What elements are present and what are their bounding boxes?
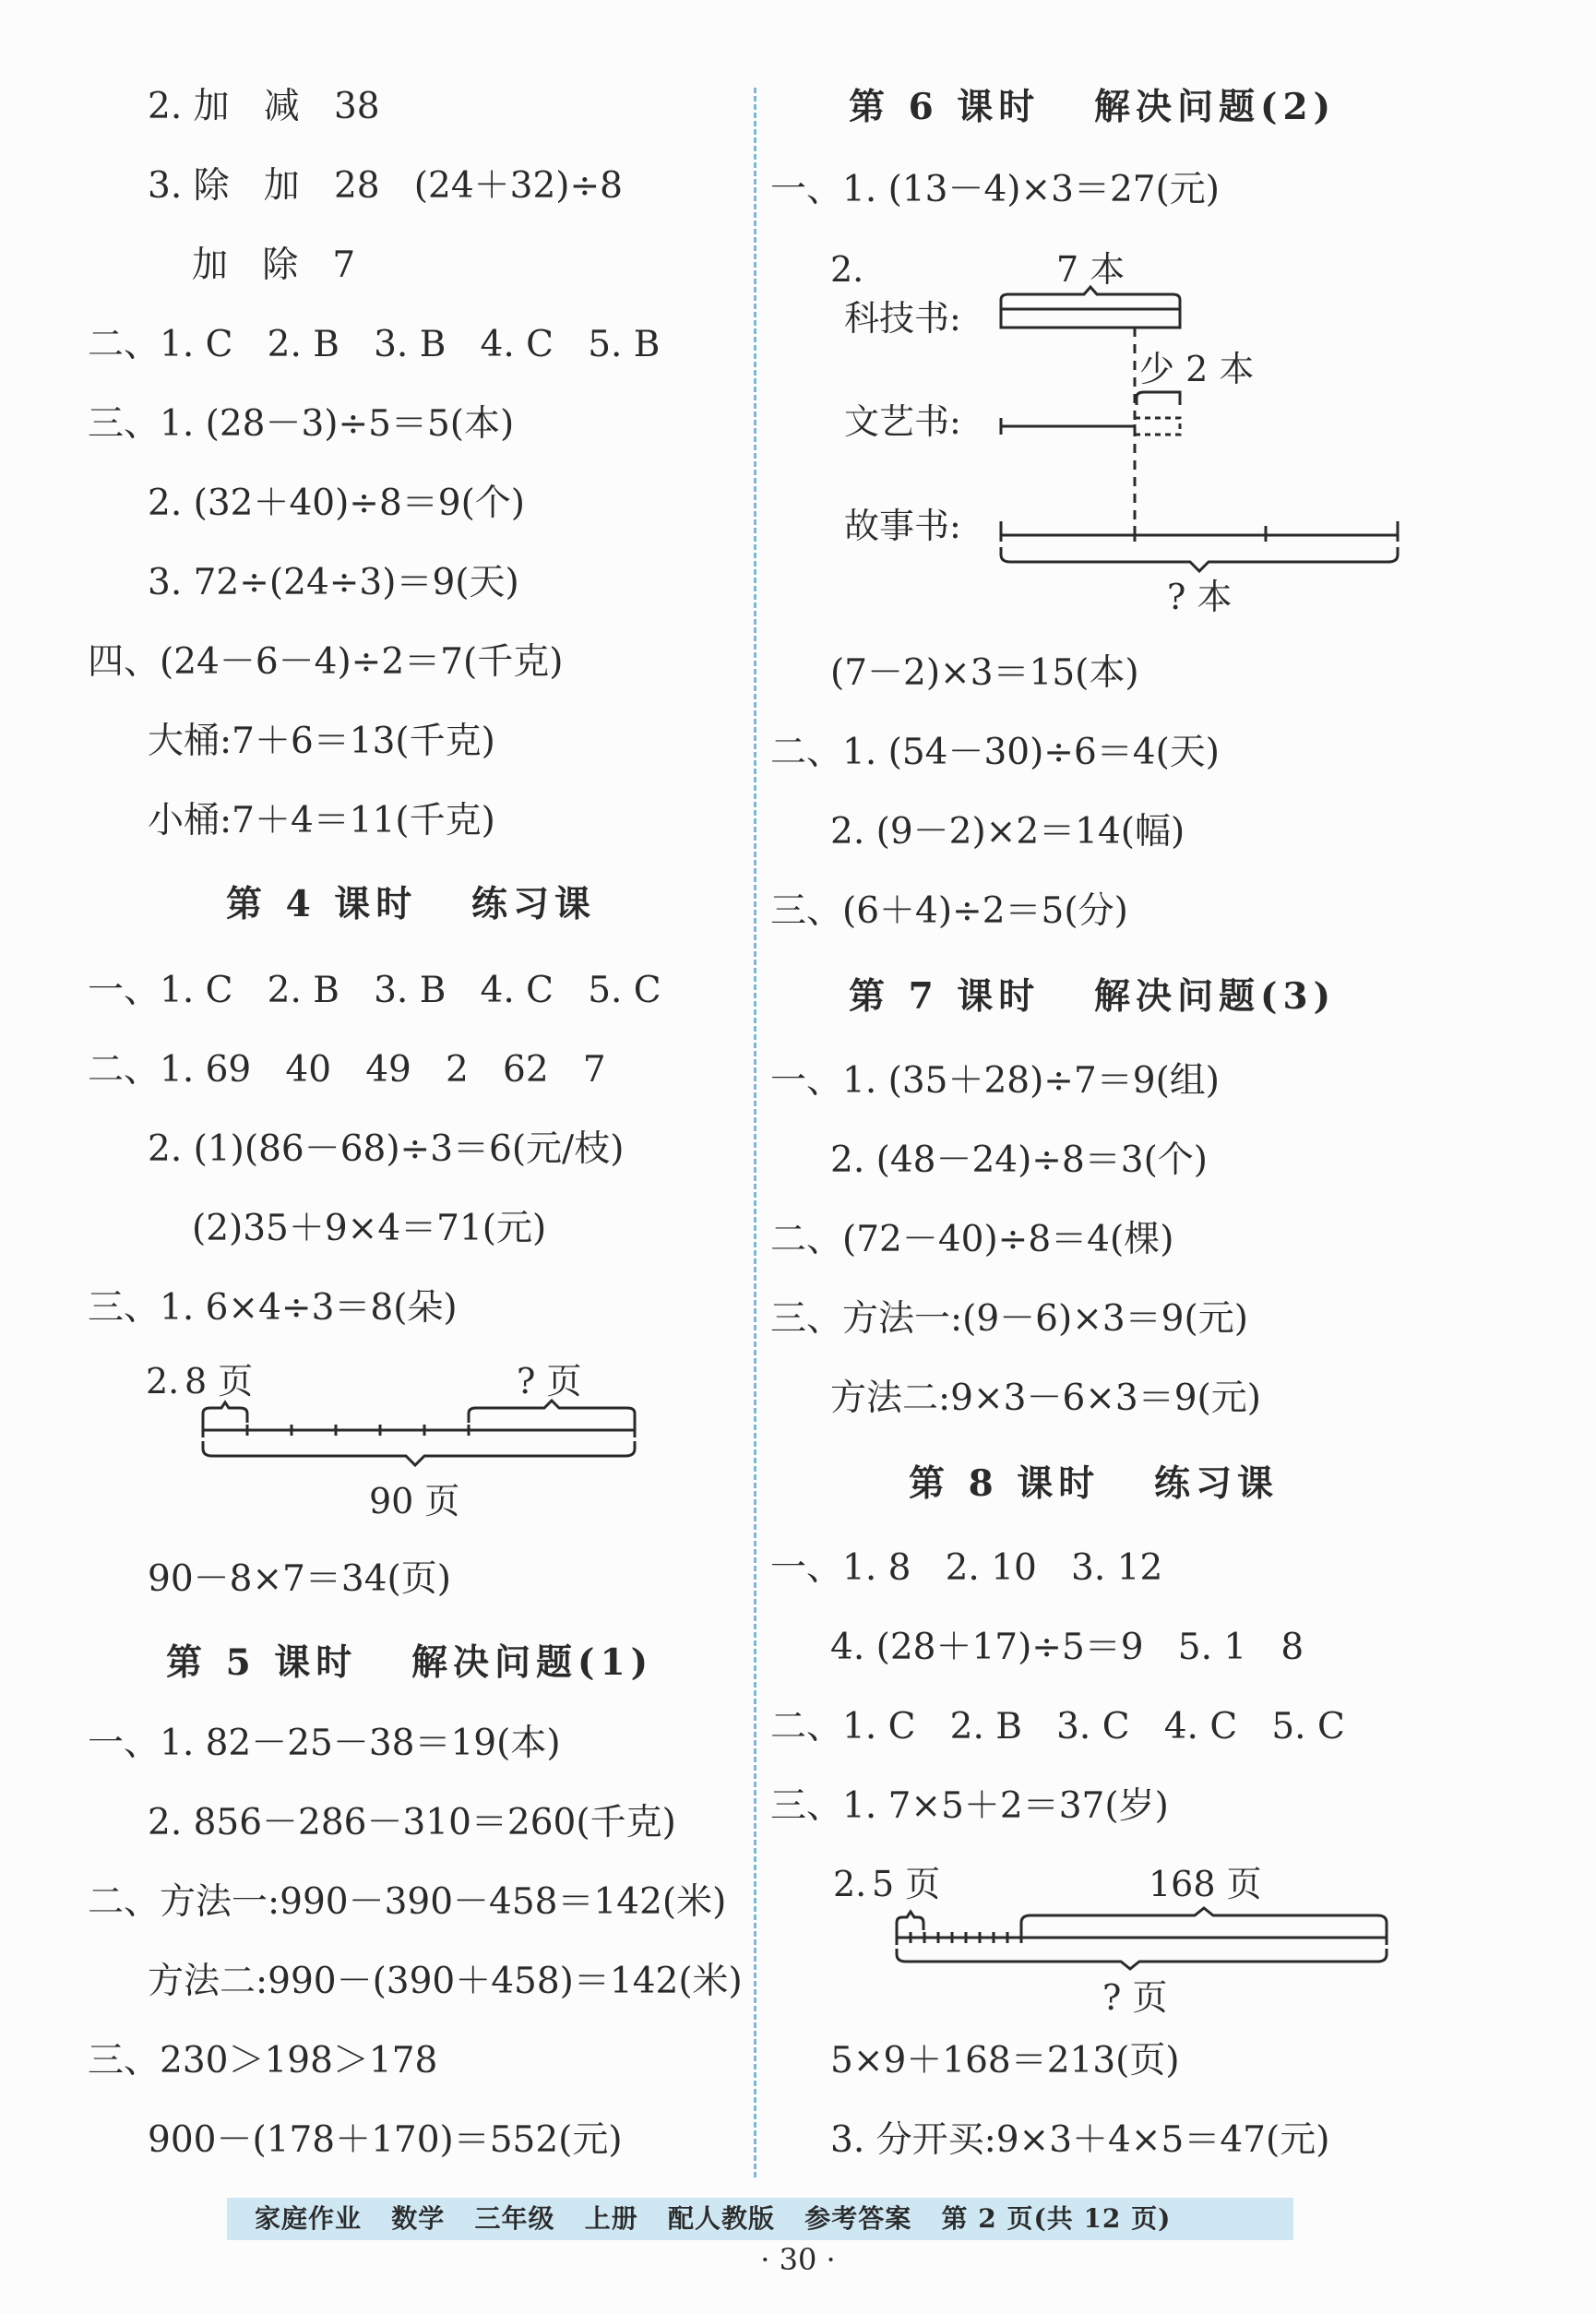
diagram-1-total-brace (203, 1441, 635, 1465)
left-line-10: 小桶:7＋4＝11(千克) (148, 800, 495, 841)
right-line-10: 方法二:9×3－6×3＝9(元) (830, 1378, 1261, 1419)
lesson-4-heading: 第 4 课时 练习课 (226, 883, 597, 925)
diagram-3-label-a: 5 页 (872, 1864, 941, 1904)
left-line-21: 三、230＞198＞178 (88, 2040, 438, 2081)
left-line-9: 大桶:7＋6＝13(千克) (148, 721, 495, 762)
left-line-2: 3. 除 加 28 (24＋32)÷8 (148, 165, 623, 207)
right-line-6: 一、1. (35＋28)÷7＝9(组) (770, 1060, 1221, 1102)
diagram-1-total-label: 90 页 (369, 1481, 460, 1521)
diagram-2-label-literature: 文艺书: (844, 401, 961, 442)
right-line-1: 一、1. (13－4)×3＝27(元) (770, 169, 1221, 210)
diagram-2-total-label: ? 本 (1167, 577, 1233, 617)
books-segment-diagram (821, 235, 1411, 623)
diagram-3-brace-a (897, 1912, 923, 1930)
left-line-20: 方法二:990－(390＋458)＝142(米) (148, 1961, 743, 2002)
left-line-11: 一、1. C 2. B 3. B 4. C 5. C (88, 970, 661, 1011)
right-line-7: 2. (48－24)÷8＝3(个) (830, 1139, 1209, 1181)
diagram-3-total-brace (897, 1949, 1387, 1969)
left-line-6: 2. (32＋40)÷8＝9(个) (148, 483, 526, 524)
diagram-1-label-b: ? 页 (517, 1361, 582, 1402)
left-line-1: 2. 加 减 38 (148, 86, 380, 127)
right-line-14: 三、1. 7×5＋2＝37(岁) (770, 1785, 1169, 1827)
right-line-12: 4. (28＋17)÷5＝9 5. 1 8 (830, 1627, 1304, 1668)
diagram-2-lit-missing (1135, 418, 1180, 435)
left-line-14: (2)35＋9×4＝71(元) (192, 1208, 547, 1249)
left-line-17: 一、1. 82－25－38＝19(本) (88, 1723, 561, 1764)
column-divider (754, 88, 756, 2177)
diagram-3-label-b: 168 页 (1149, 1864, 1262, 1904)
right-line-16: 3. 分开买:9×3＋4×5＝47(元) (830, 2119, 1330, 2161)
left-line-15: 三、1. 6×4÷3＝8(朵) (88, 1287, 458, 1329)
diagram-3-number: 2. (833, 1864, 867, 1904)
diagram-2-top-brace (1001, 287, 1180, 309)
diagram-1-label-a: 8 页 (185, 1361, 254, 1402)
left-line-22: 900－(178＋170)＝552(元) (148, 2119, 623, 2161)
right-line-11: 一、1. 8 2. 10 3. 12 (770, 1547, 1163, 1589)
left-line-4: 二、1. C 2. B 3. B 4. C 5. B (88, 324, 661, 365)
left-line-12: 二、1. 69 40 49 2 62 7 (88, 1049, 606, 1091)
pages-segment-diagram-1 (138, 1356, 655, 1541)
footer-banner: 家庭作业 数学 三年级 上册 配人教版 参考答案 第 2 页(共 12 页) (227, 2198, 1293, 2240)
right-line-15: 5×9＋168＝213(页) (830, 2040, 1180, 2081)
diagram-1-brace-b (469, 1401, 635, 1423)
left-line-13: 2. (1)(86－68)÷3＝6(元/枝) (148, 1128, 625, 1170)
lesson-6-heading: 第 6 课时 解决问题(2) (849, 86, 1337, 128)
right-line-3: 二、1. (54－30)÷6＝4(天) (770, 732, 1221, 773)
left-line-16: 90－8×7＝34(页) (148, 1558, 451, 1600)
page-number: · 30 · (760, 2242, 836, 2277)
left-line-19: 二、方法一:990－390－458＝142(米) (88, 1881, 727, 1923)
right-line-13: 二、1. C 2. B 3. C 4. C 5. C (770, 1706, 1345, 1747)
pages-segment-diagram-2 (826, 1855, 1398, 2021)
left-line-8: 四、(24－6－4)÷2＝7(千克) (88, 641, 564, 683)
left-line-18: 2. 856－286－310＝260(千克) (148, 1802, 676, 1843)
diagram-3-brace-b (1021, 1908, 1387, 1932)
lesson-5-heading: 第 5 课时 解决问题(1) (166, 1641, 654, 1684)
diagram-3-total-label: ? 页 (1102, 1977, 1168, 2018)
lesson-8-heading: 第 8 课时 练习课 (909, 1462, 1280, 1505)
right-line-5: 三、(6＋4)÷2＝5(分) (770, 890, 1128, 932)
left-line-7: 3. 72÷(24÷3)＝9(天) (148, 562, 519, 603)
diagram-2-science-bar (1001, 309, 1180, 328)
diagram-2-label-science: 科技书: (844, 298, 961, 339)
diagram-2-total-brace (1001, 547, 1398, 571)
right-line-2: (7－2)×3＝15(本) (830, 652, 1139, 694)
diagram-2-less-label: 少 2 本 (1139, 349, 1255, 389)
diagram-1-brace-a (203, 1402, 247, 1423)
left-line-5: 三、1. (28－3)÷5＝5(本) (88, 403, 515, 445)
diagram-2-number: 2. (830, 249, 864, 290)
diagram-2-label-story: 故事书: (844, 506, 961, 546)
left-line-3: 加 除 7 (192, 245, 356, 286)
right-line-9: 三、方法一:(9－6)×3＝9(元) (770, 1298, 1248, 1340)
diagram-2-less-brace (1137, 392, 1180, 405)
right-line-4: 2. (9－2)×2＝14(幅) (830, 811, 1185, 853)
diagram-1-number: 2. (146, 1361, 180, 1402)
lesson-7-heading: 第 7 课时 解决问题(3) (849, 975, 1337, 1018)
right-line-8: 二、(72－40)÷8＝4(棵) (770, 1219, 1174, 1260)
diagram-2-top-label: 7 本 (1056, 249, 1126, 290)
